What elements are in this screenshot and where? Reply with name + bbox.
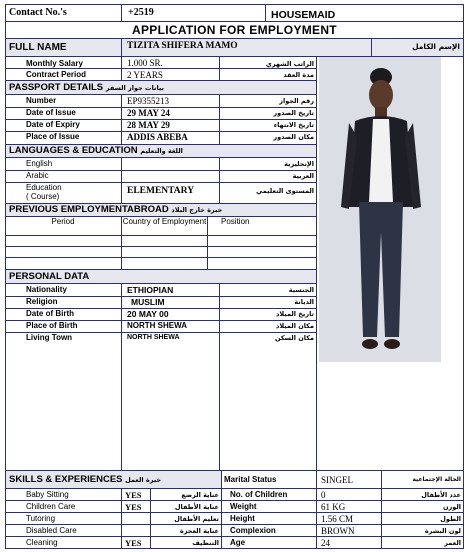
skills-title-ar: خبرة العمل	[125, 476, 162, 484]
complexion-ar: لون البشرة	[424, 527, 461, 535]
skill-cleaning-value: YES	[125, 538, 142, 548]
living-town-ar: مكان السكن	[275, 334, 314, 342]
english-ar: الإنجليزية	[284, 160, 314, 168]
children-count-value: 0	[321, 490, 326, 500]
passport-issue-label: Date of Issue	[26, 108, 76, 117]
languages-section-title	[9, 145, 309, 157]
skill-cleaning-label: Cleaning	[26, 538, 58, 547]
weight-label: Weight	[230, 502, 257, 511]
personal-title: PERSONAL DATA	[9, 271, 90, 282]
passport-number-label: Number	[26, 96, 57, 105]
age-label: Age	[230, 538, 246, 547]
complexion-value: BROWN	[321, 526, 355, 536]
monthly-salary-label: Monthly Salary	[26, 59, 83, 68]
monthly-salary-value: 1.000 SR.	[127, 58, 163, 68]
education-ar: المستوى التعليمي	[256, 187, 314, 195]
religion-label: Religion	[26, 297, 58, 306]
contract-period-value: 2 YEARS	[127, 70, 163, 80]
dob-value: 20 MAY 00	[127, 309, 169, 319]
religion-ar: الديانة	[294, 298, 314, 306]
col-country-text: Country of Employment	[122, 217, 207, 226]
position-title: HOUSEMAID	[271, 9, 336, 21]
passport-title: PASSPORT DETAILS	[9, 82, 104, 93]
height-label: Height	[230, 514, 255, 523]
pob-ar: مكان الميلاد	[275, 322, 314, 330]
skill-tutoring-ar: تعليم الأطفال	[174, 515, 219, 523]
dob-ar: تاريخ الميلاد	[276, 310, 314, 318]
contract-period-ar: مدة العقد	[283, 71, 314, 79]
weight-value: 61 KG	[321, 502, 346, 512]
col-position: Position	[221, 217, 250, 226]
education-label: Education	[26, 183, 62, 192]
children-count-label: No. of Children	[230, 490, 288, 499]
pob-label: Place of Birth	[26, 321, 78, 330]
height-ar: الطول	[440, 515, 461, 523]
nationality-ar: الجنسية	[288, 286, 314, 294]
languages-title-ar: اللغة والتعليم	[140, 147, 183, 155]
applicant-photo	[319, 57, 441, 362]
dob-label: Date of Birth	[26, 309, 74, 318]
full-name-ar: الإسم الكامل	[412, 42, 460, 51]
arabic-label: Arabic	[26, 171, 49, 180]
previous-title-ar: خبرة خارج البلاد	[171, 206, 223, 214]
passport-place-ar: مكان الصدور	[273, 133, 314, 141]
weight-ar: الوزن	[442, 503, 461, 511]
complexion-label: Complexion	[230, 526, 276, 535]
education-value: ELEMENTARY	[127, 186, 195, 196]
age-value: 24	[321, 538, 330, 548]
passport-title-ar: بيانات جواز السفر	[105, 84, 164, 92]
living-town-value: NORTH SHEWA	[127, 334, 180, 341]
contact-value: +2519	[128, 7, 154, 18]
skill-baby-sitting-label: Baby Sitting	[26, 490, 69, 499]
skill-tutoring-label: Tutoring	[26, 514, 56, 523]
education-label-course: ( Course)	[26, 192, 60, 201]
passport-expiry-label: Date of Expiry	[26, 120, 80, 129]
passport-issue-ar: تاريخ الصدور	[273, 109, 314, 117]
contact-label: Contact No.'s	[9, 8, 67, 18]
nationality-label: Nationality	[26, 285, 67, 294]
passport-section-title	[9, 82, 309, 94]
passport-expiry-ar: تاريخ الانتهاء	[273, 121, 314, 129]
skill-cleaning-ar: التنظيف	[192, 539, 219, 547]
skill-disabled-care-label: Disabled Care	[26, 526, 77, 535]
full-name-value: TIZITA SHIFERA MAMO	[127, 41, 238, 51]
height-value: 1.56 CM	[321, 514, 354, 524]
children-count-ar: عدد الأطفال	[421, 491, 461, 499]
age-ar: العمر	[444, 539, 461, 547]
monthly-salary-ar: الراتب الشهري	[265, 60, 314, 68]
passport-place-label: Place of Issue	[26, 132, 80, 141]
passport-number-value: EP9355213	[127, 96, 170, 106]
marital-status-ar: الحالة الإجتماعية	[412, 476, 461, 483]
marital-status-value: SINGEL	[321, 475, 353, 485]
arabic-ar: العربية	[292, 172, 314, 180]
pob-value: NORTH SHEWA	[127, 321, 187, 330]
living-town-label: Living Town	[26, 333, 73, 342]
passport-place-value: ADDIS ABEBA	[127, 132, 188, 142]
skill-children-care-ar: عناية الأطفال	[174, 503, 219, 511]
skill-children-care-value: YES	[125, 502, 142, 512]
full-name-label: FULL NAME	[9, 42, 67, 53]
religion-value: MUSLIM	[131, 297, 165, 307]
previous-section-title	[9, 204, 309, 216]
marital-status-label: Marital Status	[224, 475, 277, 484]
skill-children-care-label: Children Care	[26, 502, 76, 511]
col-period: Period	[51, 217, 75, 226]
skills-section-title	[9, 474, 219, 486]
nationality-value: ETHIOPIAN	[127, 285, 174, 295]
passport-number-ar: رقم الجواز	[279, 97, 314, 105]
skill-baby-sitting-ar: عناية الرضع	[181, 491, 219, 499]
passport-issue-value: 29 MAY 24	[127, 108, 170, 118]
previous-title: PREVIOUS EMPLOYMENTABROAD	[9, 204, 169, 215]
skill-disabled-care-ar: عناية العجزة	[179, 527, 219, 535]
contract-period-label: Contract Period	[26, 70, 87, 79]
skill-baby-sitting-value: YES	[125, 490, 142, 500]
english-label: English	[26, 159, 53, 168]
languages-title: LANGUAGES & EDUCATION	[9, 145, 138, 156]
skills-title: SKILLS & EXPERIENCES	[9, 474, 123, 485]
col-country	[122, 217, 207, 226]
passport-expiry-value: 28 MAY 29	[127, 120, 170, 130]
form-title: APPLICATION FOR EMPLOYMENT	[132, 23, 337, 37]
